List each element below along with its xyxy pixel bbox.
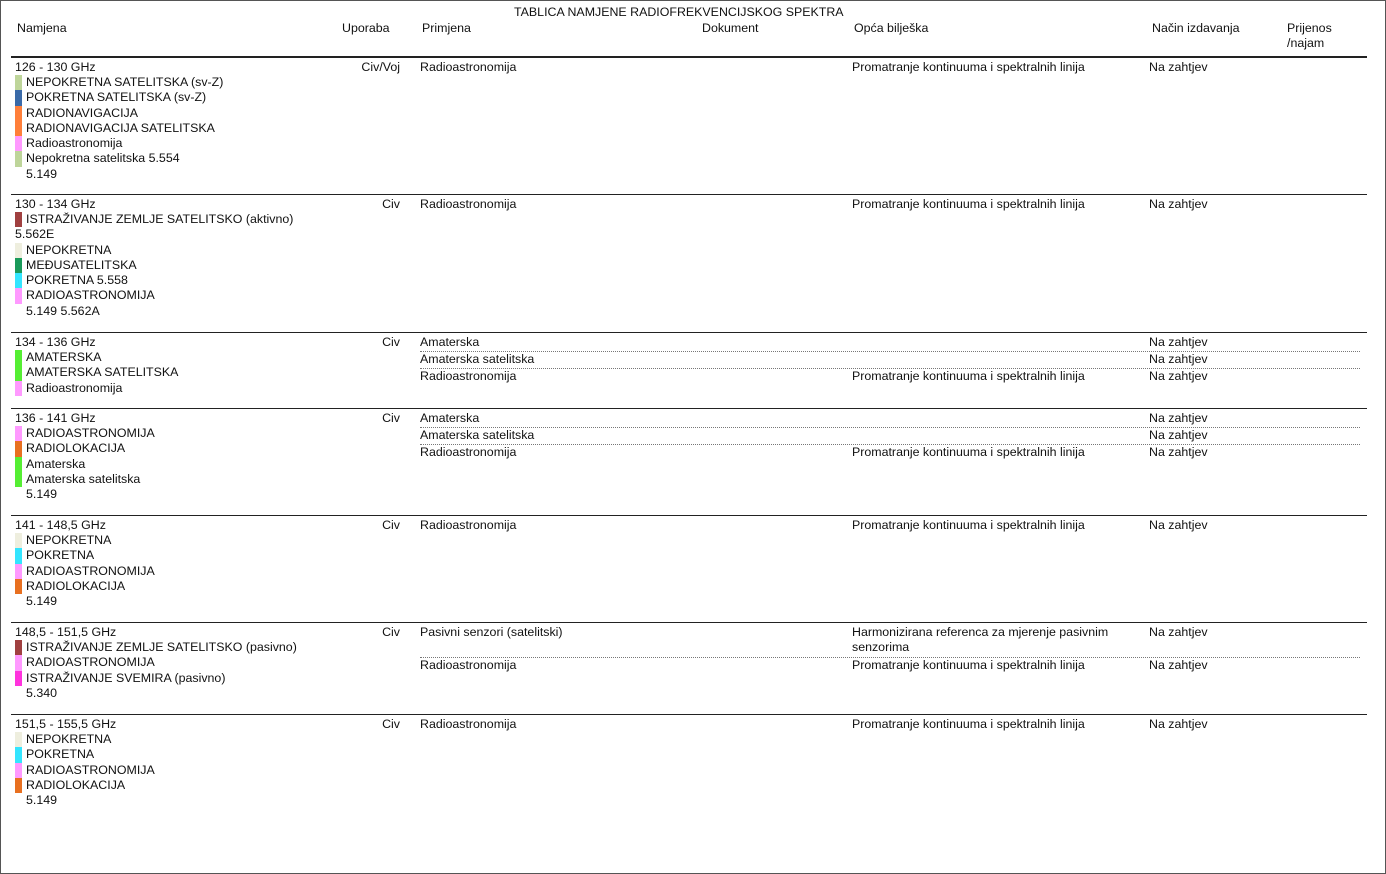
usage-primjena: Radioastronomija xyxy=(420,60,517,74)
allocation-label: 5.149 5.562A xyxy=(26,303,100,318)
usage-primjena: Amaterska satelitska xyxy=(420,352,535,366)
service-color-swatch xyxy=(15,533,22,548)
usage-row xyxy=(420,428,1360,445)
allocation-label: POKRETNA xyxy=(26,548,95,563)
usage-row xyxy=(420,335,1360,352)
band-divider xyxy=(11,332,1367,333)
service-color-swatch xyxy=(15,594,22,609)
band-uporaba: Civ xyxy=(382,411,400,425)
service-color-swatch xyxy=(15,121,22,136)
band-uporaba: Civ xyxy=(382,335,400,349)
usage-nacin: Na zahtjev xyxy=(1149,625,1208,639)
allocation-label: RADIOASTRONOMIJA xyxy=(26,655,155,670)
allocation-label: ISTRAŽIVANJE ZEMLJE SATELITSKO (aktivno) xyxy=(26,212,294,226)
allocation-label: 5.149 xyxy=(26,594,58,609)
usage-row xyxy=(420,60,1360,80)
usage-primjena: Radioastronomija xyxy=(420,445,517,459)
band-uporaba: Civ xyxy=(382,197,400,211)
usage-row xyxy=(420,717,1360,737)
usage-nacin: Na zahtjev xyxy=(1149,60,1208,74)
usage-row xyxy=(420,445,1360,465)
usage-nacin: Na zahtjev xyxy=(1149,518,1208,532)
header-prijenos-najam: Prijenos /najam xyxy=(1287,21,1332,50)
band-frequency: 141 - 148,5 GHz xyxy=(15,518,106,532)
usage-row xyxy=(420,625,1360,658)
allocation-label: 5.149 xyxy=(26,487,58,502)
usage-primjena: Radioastronomija xyxy=(420,197,517,211)
usage-list xyxy=(420,60,1360,80)
band-row xyxy=(1,408,1385,515)
allocation-label: MEĐUSATELITSKA xyxy=(26,257,137,272)
header-opca-biljeska: Opća bilješka xyxy=(854,21,929,35)
usage-primjena: Amaterska satelitska xyxy=(420,428,535,442)
service-color-swatch xyxy=(15,288,22,303)
usage-primjena: Radioastronomija xyxy=(420,717,517,731)
service-color-swatch xyxy=(15,655,22,670)
header-namjena: Namjena xyxy=(17,21,67,35)
service-color-swatch xyxy=(15,472,22,487)
allocation-label: ISTRAŽIVANJE SVEMIRA (pasivno) xyxy=(26,670,226,685)
band-frequency: 134 - 136 GHz xyxy=(15,335,96,349)
service-color-swatch xyxy=(15,304,22,319)
band-divider xyxy=(11,714,1367,715)
usage-biljeska: Promatranje kontinuuma i spektralnih linija xyxy=(852,445,1085,459)
usage-list xyxy=(420,717,1360,737)
header-nacin-izdavanja: Način izdavanja xyxy=(1152,21,1240,35)
allocation-label: RADIOLOKACIJA xyxy=(26,777,126,792)
band-uporaba: Civ xyxy=(382,518,400,532)
service-color-swatch xyxy=(15,151,22,166)
usage-biljeska: Promatranje kontinuuma i spektralnih linija xyxy=(852,518,1085,532)
page-title: TABLICA NAMJENE RADIOFREKVENCIJSKOG SPEKTRA xyxy=(514,5,844,19)
band-row xyxy=(1,194,1385,332)
allocation-label: Radioastronomija xyxy=(26,380,123,395)
allocation-label: Amaterska satelitska xyxy=(26,471,141,486)
allocation-label: AMATERSKA xyxy=(26,350,102,364)
allocation-label: RADIONAVIGACIJA SATELITSKA xyxy=(26,120,215,135)
service-color-swatch xyxy=(15,350,22,365)
usage-row xyxy=(420,369,1360,389)
usage-nacin: Na zahtjev xyxy=(1149,197,1208,211)
allocation-label: 5.562E xyxy=(15,227,55,242)
service-color-swatch xyxy=(15,640,22,655)
usage-biljeska: Promatranje kontinuuma i spektralnih linija xyxy=(852,658,1085,672)
allocation-label: RADIOLOKACIJA xyxy=(26,578,126,593)
usage-row xyxy=(420,197,1360,217)
allocation-label: NEPOKRETNA xyxy=(26,533,112,547)
usage-nacin: Na zahtjev xyxy=(1149,369,1208,383)
header-uporaba: Uporaba xyxy=(342,21,390,35)
usage-nacin: Na zahtjev xyxy=(1149,717,1208,731)
band-row xyxy=(1,57,1385,194)
allocation-label: RADIOLOKACIJA xyxy=(26,441,126,456)
usage-primjena: Amaterska xyxy=(420,335,480,349)
allocation-label: AMATERSKA SATELITSKA xyxy=(26,365,179,380)
band-frequency: 148,5 - 151,5 GHz xyxy=(15,625,117,639)
usage-row xyxy=(420,411,1360,428)
usage-nacin: Na zahtjev xyxy=(1149,352,1208,366)
allocation-label: 5.149 xyxy=(26,166,58,181)
usage-biljeska: Promatranje kontinuuma i spektralnih linija xyxy=(852,369,1085,383)
service-color-swatch xyxy=(15,75,22,90)
service-color-swatch xyxy=(15,778,22,793)
service-color-swatch xyxy=(15,273,22,288)
usage-list xyxy=(420,518,1360,538)
service-color-swatch xyxy=(15,747,22,762)
allocation-label: NEPOKRETNA SATELITSKA (sv-Z) xyxy=(26,75,224,89)
allocation-label: Amaterska xyxy=(26,456,86,471)
allocation-label: RADIOASTRONOMIJA xyxy=(26,563,155,578)
service-color-swatch xyxy=(15,106,22,121)
band-row xyxy=(1,332,1385,408)
band-frequency: 136 - 141 GHz xyxy=(15,411,96,425)
band-uporaba: Civ xyxy=(382,625,400,639)
band-row xyxy=(1,515,1385,622)
band-divider xyxy=(11,515,1367,516)
band-divider xyxy=(11,408,1367,409)
usage-list xyxy=(420,197,1360,217)
allocation-label: NEPOKRETNA xyxy=(26,732,112,746)
allocation-label: Radioastronomija xyxy=(26,136,123,151)
band-frequency: 126 - 130 GHz xyxy=(15,60,96,74)
usage-primjena: Radioastronomija xyxy=(420,658,517,672)
service-color-swatch xyxy=(15,365,22,380)
usage-row xyxy=(420,658,1360,678)
service-color-swatch xyxy=(15,793,22,808)
allocation-label: POKRETNA SATELITSKA (sv-Z) xyxy=(26,90,207,105)
band-divider xyxy=(11,57,1367,58)
service-color-swatch xyxy=(15,457,22,472)
band-frequency: 151,5 - 155,5 GHz xyxy=(15,717,117,731)
service-color-swatch xyxy=(15,136,22,151)
band-row xyxy=(1,714,1385,873)
service-color-swatch xyxy=(15,381,22,396)
allocation-label: POKRETNA 5.558 xyxy=(26,273,128,288)
usage-nacin: Na zahtjev xyxy=(1149,428,1208,442)
usage-nacin: Na zahtjev xyxy=(1149,335,1208,349)
service-color-swatch xyxy=(15,548,22,563)
service-color-swatch xyxy=(15,579,22,594)
allocation-label: RADIONAVIGACIJA xyxy=(26,105,138,120)
service-color-swatch xyxy=(15,686,22,701)
service-color-swatch xyxy=(15,167,22,182)
usage-row xyxy=(420,352,1360,369)
allocation-label: 5.340 xyxy=(26,685,58,700)
service-color-swatch xyxy=(15,441,22,456)
band-uporaba: Civ/Voj xyxy=(361,60,400,74)
usage-biljeska: Promatranje kontinuuma i spektralnih linija xyxy=(852,197,1085,211)
band-uporaba: Civ xyxy=(382,717,400,731)
usage-nacin: Na zahtjev xyxy=(1149,445,1208,459)
usage-nacin: Na zahtjev xyxy=(1149,411,1208,425)
band-divider xyxy=(11,622,1367,623)
allocation-label: ISTRAŽIVANJE ZEMLJE SATELITSKO (pasivno) xyxy=(26,640,297,654)
service-color-swatch xyxy=(15,212,22,227)
service-color-swatch xyxy=(15,487,22,502)
service-color-swatch xyxy=(15,763,22,778)
band-divider xyxy=(11,194,1367,195)
service-color-swatch xyxy=(15,426,22,441)
allocation-label: 5.149 xyxy=(26,793,58,808)
allocation-label: RADIOASTRONOMIJA xyxy=(26,426,155,440)
allocation-label: RADIOASTRONOMIJA xyxy=(26,288,155,303)
band-row xyxy=(1,622,1385,714)
usage-list xyxy=(420,411,1360,465)
service-color-swatch xyxy=(15,90,22,105)
service-color-swatch xyxy=(15,258,22,273)
allocation-label: POKRETNA xyxy=(26,747,95,762)
usage-primjena: Pasivni senzori (satelitski) xyxy=(420,625,563,639)
service-color-swatch xyxy=(15,671,22,686)
allocation-label: Nepokretna satelitska 5.554 xyxy=(26,151,180,166)
header-dokument: Dokument xyxy=(702,21,759,35)
usage-primjena: Radioastronomija xyxy=(420,369,517,383)
usage-primjena: Radioastronomija xyxy=(420,518,517,532)
allocation-label: NEPOKRETNA xyxy=(26,242,112,257)
usage-nacin: Na zahtjev xyxy=(1149,658,1208,672)
usage-biljeska: Promatranje kontinuuma i spektralnih linija xyxy=(852,717,1085,731)
service-color-swatch xyxy=(15,243,22,258)
band-frequency: 130 - 134 GHz xyxy=(15,197,96,211)
header-primjena: Primjena xyxy=(422,21,471,35)
usage-list xyxy=(420,335,1360,389)
usage-biljeska: Promatranje kontinuuma i spektralnih linija xyxy=(852,60,1085,74)
usage-biljeska: Harmonizirana referenca za mjerenje pasivnim senzorima xyxy=(852,625,1109,654)
allocation-label: RADIOASTRONOMIJA xyxy=(26,762,155,777)
usage-list xyxy=(420,625,1360,678)
service-color-swatch xyxy=(15,732,22,747)
usage-row xyxy=(420,518,1360,538)
service-color-swatch xyxy=(15,564,22,579)
usage-primjena: Amaterska xyxy=(420,411,480,425)
